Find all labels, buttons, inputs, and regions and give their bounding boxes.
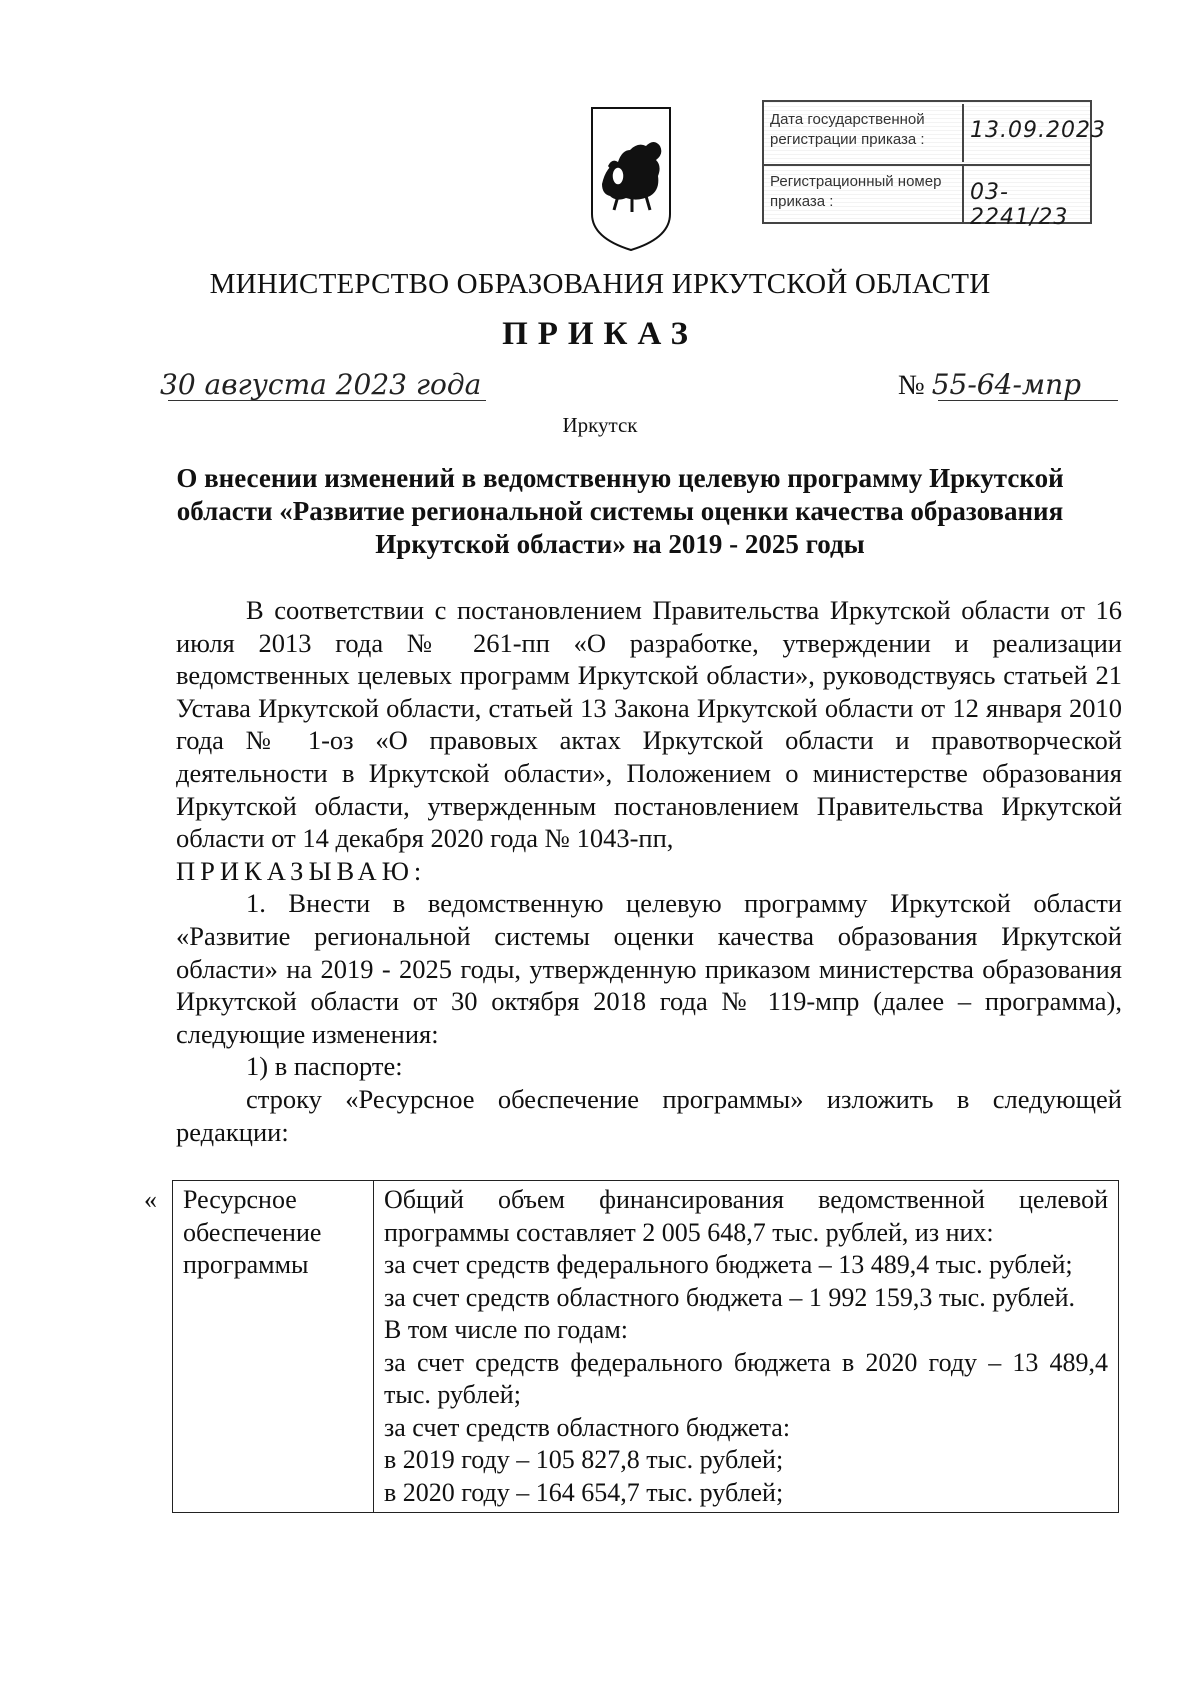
row-label-cell: Ресурсное обеспечение программы bbox=[173, 1181, 374, 1513]
stamp-divider bbox=[962, 166, 964, 224]
city: Иркутск bbox=[562, 413, 638, 437]
stamp-date-value: 13.09.2023 bbox=[970, 118, 1106, 143]
table-line: Общий объем финансирования ведомственной целевой программы составляет 2 005 648,7 тыс. рублей, из них: bbox=[384, 1185, 1108, 1247]
stamp-date-label: Дата государственной регистрации приказа : bbox=[770, 111, 925, 148]
table-line: за счет средств федерального бюджета – 13 489,4 тыс. рублей; bbox=[384, 1250, 1073, 1279]
table-line: в 2019 году – 105 827,8 тыс. рублей; bbox=[384, 1445, 784, 1474]
coat-of-arms-emblem bbox=[588, 106, 674, 252]
order-number: 55-64-мпр bbox=[931, 368, 1082, 401]
document-title: О внесении изменений в ведомственную целевую программу Иркутской области «Развитие региональной системы оценки качества образования Иркутской области» на 2019 - 2025 годы bbox=[176, 463, 1064, 559]
table-line: за счет средств федерального бюджета в 2020 году – 13 489,4 тыс. рублей; bbox=[384, 1347, 1108, 1409]
item-1-paragraph: 1. Внести в ведомственную целевую программу Иркутской области «Развитие региональной системы оценки качества образования Иркутской области» на 2019 - 2025 годы, утвержденную приказом министерства образования Иркутской области от 30 октября 2018 года № 119-мпр (далее – программа), следующие изменения: bbox=[176, 888, 1122, 1049]
document-body bbox=[176, 594, 1122, 1148]
order-word: ПРИКАЗЫВАЮ: bbox=[176, 855, 427, 886]
order-number-block bbox=[898, 368, 1081, 402]
resource-table bbox=[172, 1180, 1119, 1513]
table-row bbox=[173, 1181, 1119, 1513]
stamp-number-value: 03-2241/23 bbox=[970, 180, 1069, 230]
stamp-date-row bbox=[764, 104, 1106, 162]
number-underline bbox=[938, 400, 1118, 401]
preamble-paragraph: В соответствии с постановлением Правительства Иркутской области от 16 июля 2013 года № 261-пп «О разработке, утверждении и реализации ведомственных целевых программ Иркутской области», руководствуясь статьей 21 Устава Иркутской области, статьей 13 Закона Иркутской области от 12 января 2010 года № 1-оз «О правовых актах Иркутской области и правотворческой деятельности в Иркутской области», Положением о министерстве образования Иркутской области, утвержденным постановлением Правительства Иркутской области от 14 декабря 2020 года № 1043-пп, bbox=[176, 595, 1122, 854]
order-date: 30 августа 2023 года bbox=[160, 368, 482, 401]
date-underline bbox=[168, 400, 486, 401]
table-line: за счет средств областного бюджета – 1 992 159,3 тыс. рублей. bbox=[384, 1282, 1076, 1312]
passport-row-paragraph: строку «Ресурсное обеспечение программы» изложить в следующей редакции: bbox=[176, 1083, 1122, 1147]
number-sign: № bbox=[898, 370, 925, 401]
document-type-heading: ПРИКАЗ bbox=[502, 316, 698, 352]
stamp-number-row bbox=[764, 164, 1090, 230]
opening-quote: « bbox=[144, 1185, 157, 1214]
table-line: В том числе по годам: bbox=[384, 1315, 628, 1344]
registration-stamp bbox=[762, 100, 1106, 230]
table-line: в 2020 году – 164 654,7 тыс. рублей; bbox=[384, 1477, 784, 1507]
table-line: за счет средств областного бюджета: bbox=[384, 1412, 791, 1442]
stamp-divider bbox=[962, 104, 964, 162]
row-content-cell bbox=[374, 1181, 1119, 1513]
stamp-number-label: Регистрационный номер приказа : bbox=[770, 173, 942, 210]
ministry-name: МИНИСТЕРСТВО ОБРАЗОВАНИЯ ИРКУТСКОЙ ОБЛАСТИ bbox=[209, 268, 991, 300]
item-1-1-paragraph: 1) в паспорте: bbox=[246, 1051, 403, 1082]
